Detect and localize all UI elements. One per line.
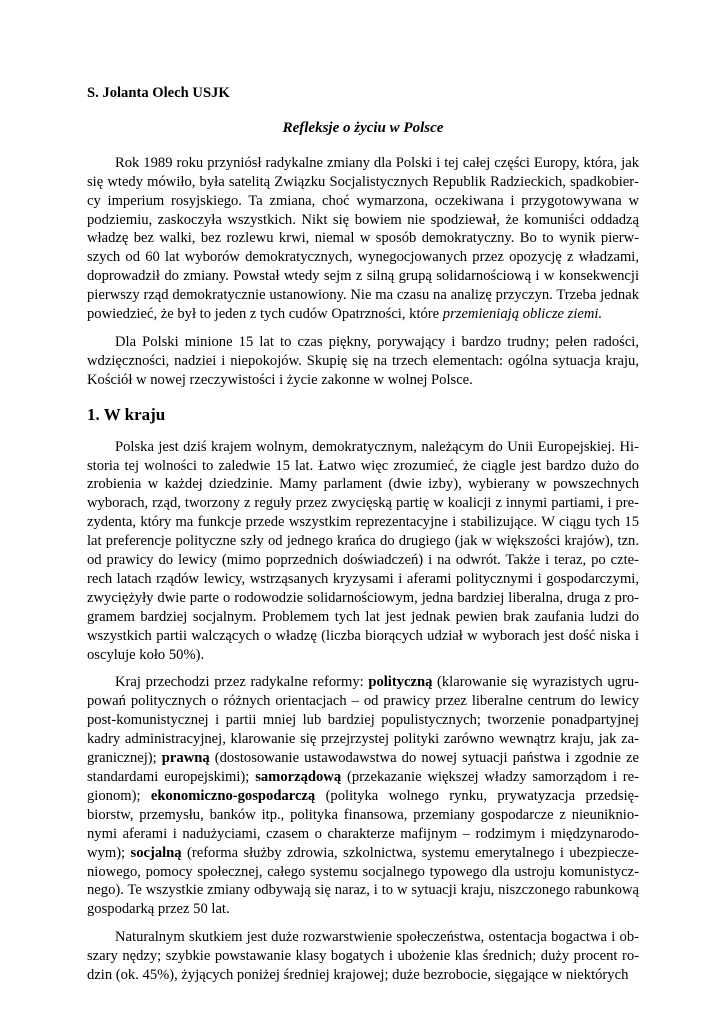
reform-text-2: (dostosowanie ustawodawstwa do nowej sytuacji państwa i zgodnie ze standardami europejskimi); [87,750,639,785]
reform-text-1: (klarowanie się wyrazistych ugrupowań politycznych o różnych orientacjach – od prawicy przez liberalne centrum do lewicy post-komunistycznej i partii mniej lub bardziej populistycznych; tworzenie ponadpartyjnej kadry administracyjnej, klarowanie się przejrzystej polityki zarówno wewnątrz kraju, jak zagranicznej); [87,674,639,767]
section-1-paragraph-2 [87,673,639,919]
reform-social: socjalną [130,844,182,861]
reform-text-0: Kraj przechodzi przez radykalne reformy: [115,674,369,691]
intro-paragraph-1 [87,154,639,324]
reform-economic: ekonomiczno-gospodarczą [150,787,316,804]
reform-self-government: samorządową [255,769,342,785]
reform-legal: prawną [161,750,210,767]
author-line: S. Jolanta Olech USJK [87,85,230,101]
section-1-paragraph-3: Naturalnym skutkiem jest duże rozwarstwienie społeczeństwa, ostentacja bogactwa i obszary nędzy; szybkie powstawanie klasy bogatych i ubożenie klas średnich; duży procent rodzin (ok. 45%), żyjących poniżej średniej krajowej; duże bezrobocie, sięgające w niektórych [87,929,639,984]
reform-text-5: (reforma służby zdrowia, szkolnictwa, systemu emerytalnego i ubezpieczeniowego, pomocy społecznej, całego systemu socjalnego typowego dla ustroju komunistycznego). Te wszystkie zmiany odbywają się naraz, i to w sytuacji kraju, niszczonego rabunkową gospodarką przez 50 lat. [87,844,639,918]
intro-paragraph-1-text: Rok 1989 roku przyniósł radykalne zmiany dla Polski i tej całej części Europy, która, jak się wtedy mówiło, była satelitą Związku Socjalistycznych Republik Radzieckich, spadkobiercy imperium rosyjskiego. Ta zmiana, choć wymarzona, oczekiwana i przygotowywana w podziemiu, zaskoczyła wszystkich. Nikt się bowiem nie spodziewał, że komuniści oddadzą władzę bez walki, bez rozlewu krwi, niemal w sposób demokratyczny. Bo to wynik pierwszych od 60 lat wyborów demokratycznych, wynegocjowanych przez opozycję z władzami, doprowadził do zmiany. Powstał wtedy sejm z silną grupą solidarnościową i w konsekwencji pierwszy rząd demokratycznie ustanowiony. Nie ma czasu na analizę przyczyn. Trzeba jednak powiedzieć, że był to jeden z tych cudów Opatrzności, które [87,154,639,323]
section-heading-w-kraju: 1. W kraju [87,404,166,424]
document-title: Refleksje o życiu w Polsce [282,119,444,136]
reform-text-3: (przekazanie większej władzy samorządom i regionom); [87,769,639,804]
section-1-paragraph-1: Polska jest dziś krajem wolnym, demokratycznym, należącym do Unii Europejskiej. Historia tej wolności to zaledwie 15 lat. Łatwo więc zrozumieć, że ciągle jest bardzo dużo do zrobienia w każdej dziedzinie. Mamy parlament (dwie izby), wybierany w powszechnych wyborach, rząd, tworzony z reguły przez zwycięską partię w koalicji z innymi partiami, i prezydenta, który ma funkcje przede wszystkim reprezentacyjne i stabilizujące. W ciągu tych 15 lat preferencje polityczne szły od jednego krańca do drugiego (jak w większości krajów), tzn. od prawicy do lewicy (mimo poprzednich doświadczeń) i na odwrót. Także i teraz, po czterech latach rządów lewicy, wstrząsanych kryzysami i aferami politycznymi i gospodarczymi, zwyciężyły dwie parte o rodowodzie solidarnościowym, jedna bardziej liberalna, druga z programem bardziej socjalnym. Problemem tych lat jest jednak pewien brak zaufania ludzi do wszystkich partii walczących o władzę (liczba biorących udział w wyborach jest dość niska i oscyluje koło 50%). [87,438,639,663]
document-page [87,84,639,994]
intro-paragraph-2: Dla Polski minione 15 lat to czas piękny, porywający i bardzo trudny; pełen radości, wdzięczności, nadziei i niepokojów. Skupię się na trzech elementach: ogólna sytuacja kraju, Kościół w nowej rzeczywistości i życie zakonne w wolnej Polsce. [87,333,639,388]
reform-political: polityczną [368,674,433,691]
reform-text-4: (polityka wolnego rynku, prywatyzacja przedsiębiorstw, przemysłu, banków itp., polityka finansowa, przemiany gospodarcze z nieuniknionymi aferami i nadużyciami, czasem o charakterze mafijnym – rodzimym i międzynarodowym); [87,787,639,861]
intro-paragraph-1-italic: przemieniają oblicze ziemi. [442,306,603,323]
